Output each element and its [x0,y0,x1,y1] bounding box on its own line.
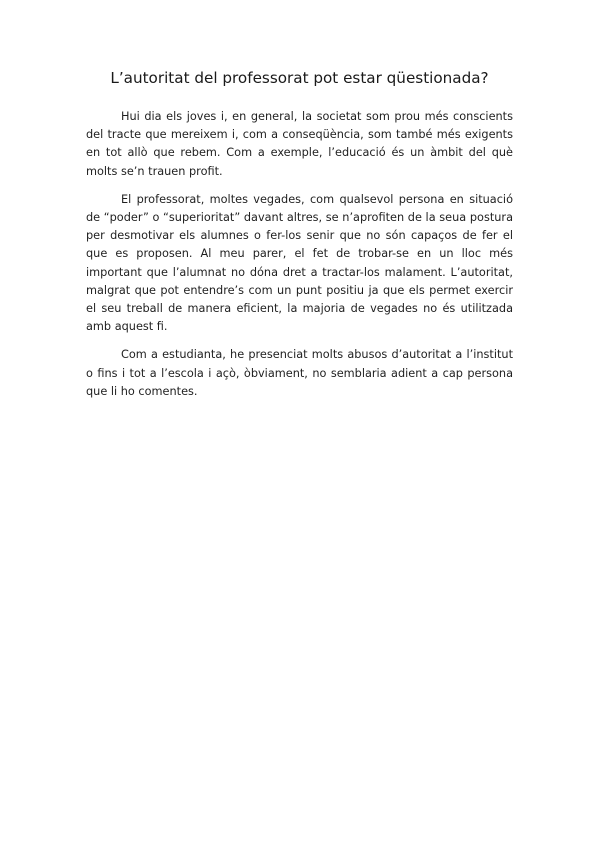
document-body [86,66,513,411]
document-title: L’autoritat del professorat pot estar qüestionada? [110,69,489,87]
paragraph-3: Com a estudianta, he presenciat molts abusos d’autoritat a l’institut o fins i tot a l’escola i açò, òbviament, no semblaria adient a cap persona que li ho comentes. [86,348,513,398]
paragraph-2: El professorat, moltes vegades, com qualsevol persona en situació de “poder” o “superioritat” davant altres, se n’aprofiten de la seua postura per desmotivar els alumnes o fer-los senir que no són capaços de fer el que es proposen. Al meu parer, el fet de trobar-se en un lloc més important que l’alumnat no dóna dret a tractar-los malament. L’autoritat, malgrat que pot entendre’s com un punt positiu ja que els permet exercir el seu treball de manera eficient, la majoria de vegades no és utilitzada amb aquest fi. [86,192,513,334]
paragraph-1: Hui dia els joves i, en general, la societat som prou més conscients del tracte que mereixem i, com a conseqüència, som també més exigents en tot allò que rebem. Com a exemple, l’educació és un àmbit del què molts se’n trauen profit. [86,110,513,178]
